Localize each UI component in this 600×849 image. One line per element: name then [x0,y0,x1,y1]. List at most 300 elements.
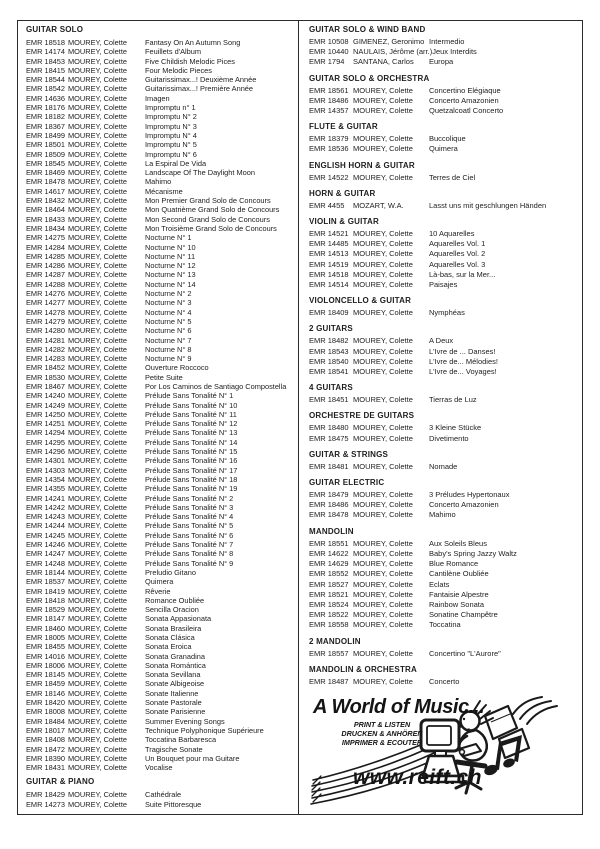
composer-name: MOUREY, Colette [68,242,128,252]
composer-name: MOUREY, Colette [68,121,128,131]
piece-title: Rêverie [145,586,171,596]
catalog-row [26,196,296,205]
composer-name: MOUREY, Colette [68,279,128,289]
emr-number: EMR 18415 [26,65,66,75]
catalog-row [26,177,296,186]
catalog-row [309,308,580,318]
catalog-row [26,140,296,149]
composer-name: MOUREY, Colette [68,65,128,75]
emr-number: EMR 18544 [26,75,66,85]
composer-name: MOUREY, Colette [68,214,128,224]
tagline-imprimer-ecouter: IMPRIMER & ECOUTER [341,737,423,747]
emr-number: EMR 18478 [26,177,66,187]
composer-name: MOUREY, Colette [68,567,128,577]
catalog-row [26,66,296,75]
emr-number: EMR 18467 [26,381,66,391]
catalog-row [26,252,296,261]
emr-number: EMR 18552 [309,569,349,579]
catalog-row [26,336,296,345]
emr-number: EMR 18453 [26,56,66,66]
composer-name: MOUREY, Colette [353,308,413,318]
emr-number: EMR 18005 [26,633,66,642]
piece-title: 3 Préludes Hypertonaux [429,490,510,500]
piece-title: Sonata Brasileira [145,623,202,633]
composer-name: MOUREY, Colette [68,168,128,178]
piece-title: Nocturne N° 13 [145,270,196,280]
composer-name: MOUREY, Colette [353,239,413,249]
composer-name: SANTANA, Carlos [353,57,414,67]
catalog-section [309,450,580,472]
composer-name: MOUREY, Colette [353,538,413,548]
catalog-row [309,57,580,67]
piece-title: Paisajes [429,280,458,290]
catalog-row [309,423,580,433]
catalog-row [26,131,296,140]
emr-number: EMR 14283 [26,354,66,364]
catalog-row [26,521,296,530]
piece-title: Toccatina Barbaresca [145,735,217,745]
catalog-row [309,144,580,154]
catalog-row [309,134,580,144]
emr-number: EMR 14174 [26,47,66,57]
composer-name: MOUREY, Colette [353,336,413,346]
piece-title: Nocturne N° 14 [145,279,196,289]
composer-name: MOUREY, Colette [68,753,128,763]
piece-title: Intermedio [429,37,465,46]
piece-title: Impromptu n° 1 [145,103,196,113]
piece-title: Impromptu N° 5 [145,140,197,150]
piece-title: Sonate Italienne [145,688,199,698]
composer-name: MOUREY, Colette [68,633,128,642]
piece-title: Nocturne N° 7 [145,335,192,345]
emr-number: EMR 14355 [26,484,66,494]
composer-name: MOUREY, Colette [68,670,128,680]
motion-lines-icon [513,697,557,724]
piece-title: Sonata Romántica [145,660,206,670]
composer-name: MOUREY, Colette [68,586,128,596]
section-title: FLUTE & GUITAR [309,122,378,132]
piece-title: Divetimento [429,433,469,443]
catalog-row [26,745,296,754]
composer-name: MOUREY, Colette [68,391,128,401]
catalog-row [309,610,580,620]
piece-title: Impromptu N° 3 [145,121,197,131]
composer-name: MOUREY, Colette [353,172,413,182]
piece-title: Ouverture Roccoco [145,363,209,373]
emr-number: EMR 14273 [26,799,66,809]
piece-title: Mahimo [145,177,172,187]
composer-name: MOUREY, Colette [68,103,128,113]
emr-number: EMR 14285 [26,251,66,261]
emr-number: EMR 14522 [309,172,349,182]
composer-name: MOUREY, Colette [353,433,413,443]
composer-name: MOUREY, Colette [68,205,128,215]
piece-title: Aquarelles Vol. 1 [429,239,486,249]
piece-title: Impromptu N° 6 [145,149,197,159]
piece-title: Vocalise [145,763,173,773]
emr-number: EMR 18541 [309,367,349,377]
catalog-row [26,419,296,428]
emr-number: EMR 18182 [26,112,66,122]
catalog-row [26,270,296,279]
catalog-row [26,345,296,354]
piece-title: Terres de Ciel [429,172,476,182]
emr-number: EMR 18147 [26,614,66,624]
catalog-row [309,395,580,405]
piece-title: Nocturne N° 5 [145,316,192,326]
piece-title: Landscape Of The Daylight Moon [145,168,255,178]
catalog-row [26,754,296,763]
piece-title: Là-bas, sur la Mer... [429,269,496,279]
piece-title: Mon Quatrième Grand Solo de Concours [145,205,280,215]
piece-title: Sonate Pastorale [145,698,202,708]
catalog-row [309,336,580,346]
composer-name: MOUREY, Colette [68,502,128,512]
composer-name: MOUREY, Colette [68,326,128,336]
composer-name: MOUREY, Colette [68,698,128,708]
piece-title: Baby's Spring Jazzy Waltz [429,548,517,558]
logo-taglines [323,721,441,747]
emr-number: EMR 18379 [309,134,349,144]
piece-title: L'Ivre de... Voyages! [429,367,497,377]
section-title: ENGLISH HORN & GUITAR [309,160,415,170]
catalog-row [26,391,296,400]
emr-number: EMR 14016 [26,651,66,661]
composer-name: MOUREY, Colette [68,419,128,429]
emr-number: EMR 18455 [26,642,66,652]
piece-title: Four Melodic Pieces [145,65,212,75]
emr-number: EMR 18452 [26,363,66,373]
composer-name: MOUREY, Colette [68,679,128,689]
composer-name: MOUREY, Colette [68,251,128,261]
emr-number: EMR 18472 [26,744,66,754]
emr-number: EMR 14303 [26,465,66,475]
piece-title: Tragische Sonate [145,744,203,754]
piece-title: Prélude Sans Tonalité N° 12 [145,419,238,429]
piece-title: Concertino Elégiaque [429,85,501,95]
piece-title: 10 Aquarelles [429,229,475,239]
composer-name: MOUREY, Colette [353,269,413,279]
emr-number: EMR 14276 [26,289,66,299]
piece-title: Impromptu N° 4 [145,130,197,140]
piece-title: Prélude Sans Tonalité N° 8 [145,549,234,559]
catalog-row [26,484,296,493]
catalog-row [26,150,296,159]
catalog-row [26,559,296,568]
catalog-row [309,47,580,57]
emr-number: EMR 14251 [26,419,66,429]
catalog-section [309,25,580,68]
piece-title: Cantilène Oubliée [429,569,489,579]
emr-number: EMR 18537 [26,577,66,587]
emr-number: EMR 14295 [26,437,66,447]
piece-title: Rainbow Sonata [429,599,485,609]
piece-title: Prélude Sans Tonalité N° 1 [145,391,234,401]
emr-number: EMR 18480 [309,423,349,433]
emr-number: EMR 14636 [26,93,66,103]
composer-name: MOUREY, Colette [353,259,413,269]
emr-number: EMR 18008 [26,707,66,717]
emr-number: EMR 18459 [26,679,66,689]
composer-name: MOUREY, Colette [353,85,413,95]
composer-name: MOUREY, Colette [68,447,128,457]
section-title: GUITAR SOLO & WIND BAND [309,25,426,34]
emr-number: EMR 18434 [26,223,66,233]
composer-name: MOUREY, Colette [68,335,128,345]
catalog-section [309,665,580,687]
piece-title: Technique Polyphonique Supérieure [145,725,264,735]
piece-title: Toccatina [429,620,461,630]
composer-name: MOUREY, Colette [68,409,128,419]
catalog-row [26,438,296,447]
composer-name: MOUREY, Colette [68,465,128,475]
piece-title: Preludio Gitano [145,567,196,577]
section-title: 2 GUITARS [309,324,353,334]
piece-title: Aquarelles Vol. 2 [429,249,486,259]
composer-name: MOUREY, Colette [353,569,413,579]
piece-title: L'Ivre de... Mélodies! [429,356,498,366]
catalog-row [26,494,296,503]
piece-title: Tierras de Luz [429,395,477,405]
piece-title: Petite Suite [145,372,183,382]
emr-number: EMR 14301 [26,456,66,466]
piece-title: Prélude Sans Tonalité N° 18 [145,474,238,484]
emr-number: EMR 18367 [26,121,66,131]
emr-number: EMR 14485 [309,239,349,249]
composer-name: MOUREY, Colette [68,428,128,438]
catalog-row [26,38,296,47]
catalog-row [309,357,580,367]
catalog-row [26,707,296,716]
catalog-row [26,94,296,103]
piece-title: Europa [429,57,454,67]
composer-name: MOUREY, Colette [68,344,128,354]
emr-number: EMR 18522 [309,610,349,620]
emr-number: EMR 14296 [26,447,66,457]
composer-name: MOUREY, Colette [68,493,128,503]
emr-number: EMR 18509 [26,149,66,159]
catalog-row [309,600,580,610]
piece-title: Sonata Clásica [145,633,195,642]
emr-number: EMR 18561 [309,85,349,95]
catalog-row [309,549,580,559]
composer-name: MOUREY, Colette [68,530,128,540]
composer-name: MOUREY, Colette [68,474,128,484]
catalog-row [26,261,296,270]
emr-number: EMR 18006 [26,660,66,670]
section-title: GUITAR SOLO [26,25,84,34]
composer-name: MOUREY, Colette [68,316,128,326]
emr-number: EMR 18518 [26,38,66,47]
emr-number: EMR 14519 [309,259,349,269]
catalog-row [26,75,296,84]
catalog-section [309,324,580,377]
composer-name: MOUREY, Colette [68,456,128,466]
catalog-row [309,347,580,357]
emr-number: EMR 14280 [26,326,66,336]
composer-name: MOUREY, Colette [68,372,128,382]
composer-name: MOUREY, Colette [353,500,413,510]
composer-name: MOUREY, Colette [68,512,128,522]
publisher-url: www.reift.ch [353,765,482,789]
composer-name: MOUREY, Colette [353,620,413,630]
emr-number: EMR 14275 [26,233,66,243]
section-title: 2 MANDOLIN [309,636,361,646]
piece-title: Suite Pittoresque [145,799,202,809]
piece-title: Fantaisie Alpestre [429,589,489,599]
catalog-row [309,590,580,600]
piece-title: Sonata Appasionata [145,614,212,624]
catalog-row [26,363,296,372]
emr-number: EMR 14288 [26,279,66,289]
catalog-row [26,168,296,177]
catalog-row [309,367,580,377]
emr-number: EMR 14622 [309,548,349,558]
piece-title: Prélude Sans Tonalité N° 9 [145,558,234,568]
catalog-row [26,243,296,252]
piece-title: Nocturne N° 11 [145,251,196,261]
column-right [299,21,582,814]
piece-title: Prélude Sans Tonalité N° 16 [145,456,238,466]
composer-name: MOUREY, Colette [68,521,128,531]
section-title: GUITAR SOLO & ORCHESTRA [309,73,430,83]
catalog-row [26,289,296,298]
emr-number: EMR 18482 [309,336,349,346]
composer-name: MOUREY, Colette [68,642,128,652]
composer-name: MOUREY, Colette [353,229,413,239]
piece-title: Guitarissimax...! Première Année [145,84,254,94]
composer-name: MOUREY, Colette [68,605,128,615]
emr-number: EMR 18145 [26,670,66,680]
emr-number: EMR 18460 [26,623,66,633]
composer-name: MOUREY, Colette [68,614,128,624]
piece-title: Mahimo [429,510,456,520]
catalog-row [26,298,296,307]
section-title: 4 GUITARS [309,383,353,393]
composer-name: MOUREY, Colette [68,186,128,196]
composer-name: MOUREY, Colette [68,735,128,745]
piece-title: Prélude Sans Tonalité N° 7 [145,540,234,550]
tagline-print-listen: PRINT & LISTEN [353,719,411,729]
catalog-row [26,354,296,363]
catalog-section [309,189,580,211]
piece-title: Lasst uns mit geschlungen Händen [429,200,547,210]
composer-name: MOUREY, Colette [68,763,128,773]
emr-number: EMR 14514 [309,280,349,290]
emr-number: EMR 18419 [26,586,66,596]
piece-title: Prélude Sans Tonalité N° 3 [145,502,234,512]
emr-number: EMR 18176 [26,103,66,113]
column-left [18,21,298,814]
catalog-row [309,510,580,520]
composer-name: MOUREY, Colette [68,112,128,122]
catalog-row [309,462,580,472]
catalog-row [309,37,580,47]
catalog-row [26,800,296,809]
composer-name: MOUREY, Colette [68,381,128,391]
piece-title: Prélude Sans Tonalité N° 2 [145,493,234,503]
catalog-row [26,633,296,642]
emr-number: EMR 18390 [26,753,66,763]
catalog-section [309,122,580,154]
piece-title: Nomade [429,461,458,471]
emr-number: EMR 14240 [26,391,66,401]
piece-title: Imagen [145,93,170,103]
emr-number: EMR 14354 [26,474,66,484]
emr-number: EMR 14245 [26,530,66,540]
catalog-row [26,735,296,744]
composer-name: MOUREY, Colette [68,84,128,94]
catalog-row [309,201,580,211]
emr-number: EMR 14241 [26,493,66,503]
composer-name: MOUREY, Colette [353,559,413,569]
piece-title: Concerto Amazonien [429,500,499,510]
piece-title: La Espiral De Vida [145,158,207,168]
emr-number: EMR 14629 [309,559,349,569]
piece-title: Five Childish Melodic Pices [145,56,235,66]
emr-number: EMR 14249 [26,400,66,410]
emr-number: EMR 18433 [26,214,66,224]
piece-title: Concertino "L'Aurore" [429,648,501,658]
piece-title: Sonata Eroica [145,642,192,652]
piece-title: Summer Evening Songs [145,716,225,726]
catalog-row [26,577,296,586]
composer-name: MOUREY, Colette [68,660,128,670]
emr-number: EMR 1794 [309,57,345,67]
composer-name: MOUREY, Colette [68,307,128,317]
composer-name: MOUREY, Colette [353,134,413,144]
emr-number: EMR 18409 [309,308,349,318]
emr-number: EMR 14246 [26,540,66,550]
composer-name: MOUREY, Colette [68,223,128,233]
composer-name: MOUREY, Colette [353,95,413,105]
piece-title: Romance Oubliée [145,595,205,605]
composer-name: MOUREY, Colette [68,577,128,587]
piece-title: Sonata Sevillana [145,670,201,680]
emr-number: EMR 18408 [26,735,66,745]
piece-title: Feuillets d'Album [145,47,202,57]
composer-name: MOUREY, Colette [68,363,128,373]
piece-title: Concerto Amazonien [429,95,499,105]
catalog-row [309,580,580,590]
composer-name: MOUREY, Colette [353,599,413,609]
catalog-section [26,25,296,772]
piece-title: Impromptu N° 2 [145,112,197,122]
composer-name: MOUREY, Colette [68,688,128,698]
catalog-row [26,605,296,614]
catalog-row [26,670,296,679]
emr-number: EMR 14286 [26,261,66,271]
emr-number: EMR 18486 [309,95,349,105]
piece-title: Prélude Sans Tonalité N° 14 [145,437,238,447]
composer-name: MOUREY, Colette [353,610,413,620]
catalog-row [26,382,296,391]
emr-number: EMR 14281 [26,335,66,345]
emr-number: EMR 18557 [309,648,349,658]
piece-title: Buccolique [429,134,466,144]
section-title: GUITAR & STRINGS [309,449,389,459]
catalog-row [26,652,296,661]
catalog-row [309,490,580,500]
emr-number: EMR 14279 [26,316,66,326]
catalog-row [26,317,296,326]
emr-number: EMR 18529 [26,605,66,615]
tagline-drucken-anhoeren: DRUCKEN & ANHÖREN [341,728,423,738]
emr-number: EMR 18536 [309,144,349,154]
catalog-section [309,383,580,405]
piece-title: Quimera [429,144,458,154]
section-title: HORN & GUITAR [309,188,376,198]
